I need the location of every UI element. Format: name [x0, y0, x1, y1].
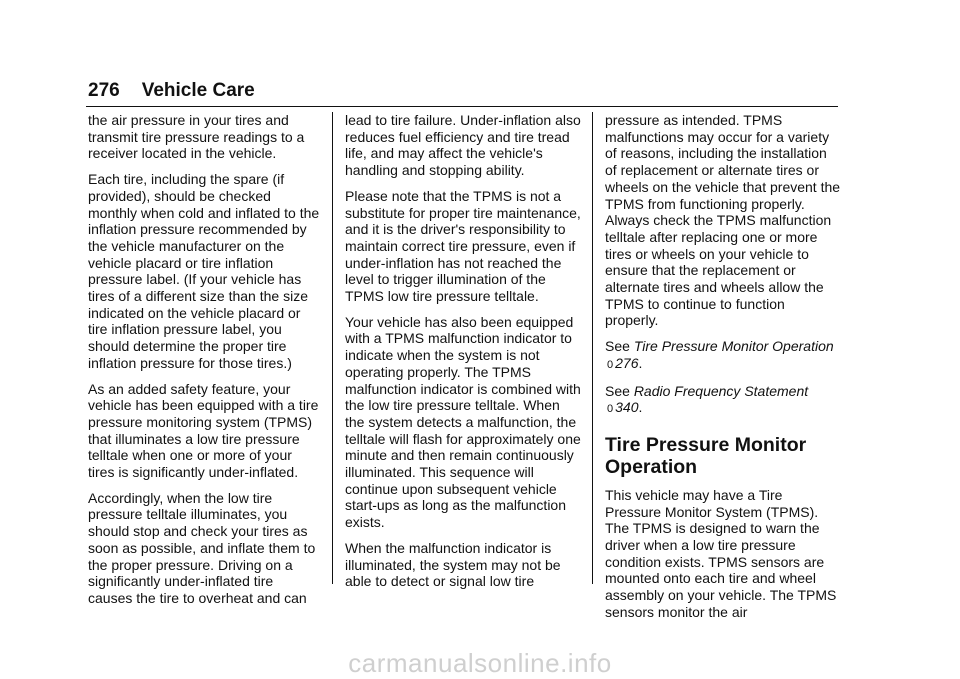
page-ref-arrow-icon: 0 — [607, 358, 614, 371]
paragraph: As an added safety feature, your vehicle has been equipped with a tire pressure monitoring system (TPMS) that illuminates a low tire pressure telltale when one or more of your tires is significantly under-inflated. — [88, 380, 319, 481]
ref-link-radio-frequency[interactable]: Radio Frequency Statement — [633, 382, 809, 399]
cross-reference[interactable] — [605, 383, 841, 418]
section-heading: Tire Pressure Monitor Operation — [605, 433, 807, 478]
paragraph: the air pressure in your tires and transmit tire pressure readings to a receiver located in the vehicle. — [88, 112, 305, 162]
cross-reference[interactable] — [605, 338, 841, 373]
ref-suffix: . — [638, 399, 643, 416]
ref-page[interactable]: 340 — [615, 399, 639, 416]
page-number: 276 — [88, 80, 120, 101]
column-divider — [592, 112, 593, 584]
column-3 — [605, 112, 841, 630]
column-2 — [345, 112, 581, 599]
section-title-header: Vehicle Care — [141, 80, 255, 101]
ref-link-tire-pressure-monitor[interactable]: Tire Pressure Monitor Operation — [633, 338, 834, 355]
ref-page[interactable]: 276 — [615, 354, 639, 371]
page-ref-arrow-icon: 0 — [607, 403, 614, 416]
paragraph: When the malfunction indicator is illuminated, the system may not be able to detect or signal low tire — [345, 539, 561, 590]
page-header — [88, 80, 255, 102]
ref-suffix: . — [638, 354, 643, 371]
ref-prefix: See — [605, 338, 634, 355]
paragraph: Please note that the TPMS is not a substitute for proper tire maintenance, and it is the driver's responsibility to maintain correct tire pressure, even if under-inflation has not reached the level to trigger illumination of the TPMS low tire pressure telltale. — [345, 187, 581, 305]
watermark: carmanualsonline.info — [348, 648, 612, 678]
header-rule — [86, 106, 838, 107]
paragraph: pressure as intended. TPMS malfunctions may occur for a variety of reasons, including the installation of replacement or alternate tires or wheels on the vehicle that prevent the TPMS from functioning properly. Always check the TPMS malfunction telltale after replacing one or more tires or wheels on your vehicle to ensure that the replacement or alternate tires and wheels allow the TPMS to continue to function properly. — [605, 112, 841, 329]
paragraph: Your vehicle has also been equipped with a TPMS malfunction indicator to indicate when the system is not operating properly. The TPMS malfunction indicator is combined with the low tire pressure telltale. When the system detects a malfunction, the telltale will flash for approximately one minute and then remain continuously illuminated. This sequence will continue upon subsequent vehicle start-ups as long as the malfunction exists. — [345, 313, 581, 531]
column-divider — [332, 112, 333, 584]
column-1 — [88, 112, 320, 616]
paragraph: Each tire, including the spare (if provided), should be checked monthly when cold and inflated to the inflation pressure recommended by the vehicle manufacturer on the vehicle placard or tire inflation pressure label. (If your vehicle has tires of a different size than the size indicated on the vehicle placard or tire inflation pressure label, you should determine the proper tire inflation pressure for those tires.) — [88, 171, 320, 371]
ref-prefix: See — [605, 382, 634, 399]
paragraph: Accordingly, when the low tire pressure telltale illuminates, you should stop and check your tires as soon as possible, and inflate them to the proper pressure. Driving on a significantly under-inflated tire causes the tire to overheat and can — [88, 489, 316, 606]
paragraph: This vehicle may have a Tire Pressure Monitor System (TPMS). The TPMS is designed to warn the driver when a low tire pressure condition exists. TPMS sensors are mounted onto each tire and wheel assembly on your vehicle. The TPMS sensors monitor the air — [605, 486, 837, 620]
paragraph: lead to tire failure. Under-inflation also reduces fuel efficiency and tire tread life, and may affect the vehicle's handling and stopping ability. — [345, 112, 581, 179]
